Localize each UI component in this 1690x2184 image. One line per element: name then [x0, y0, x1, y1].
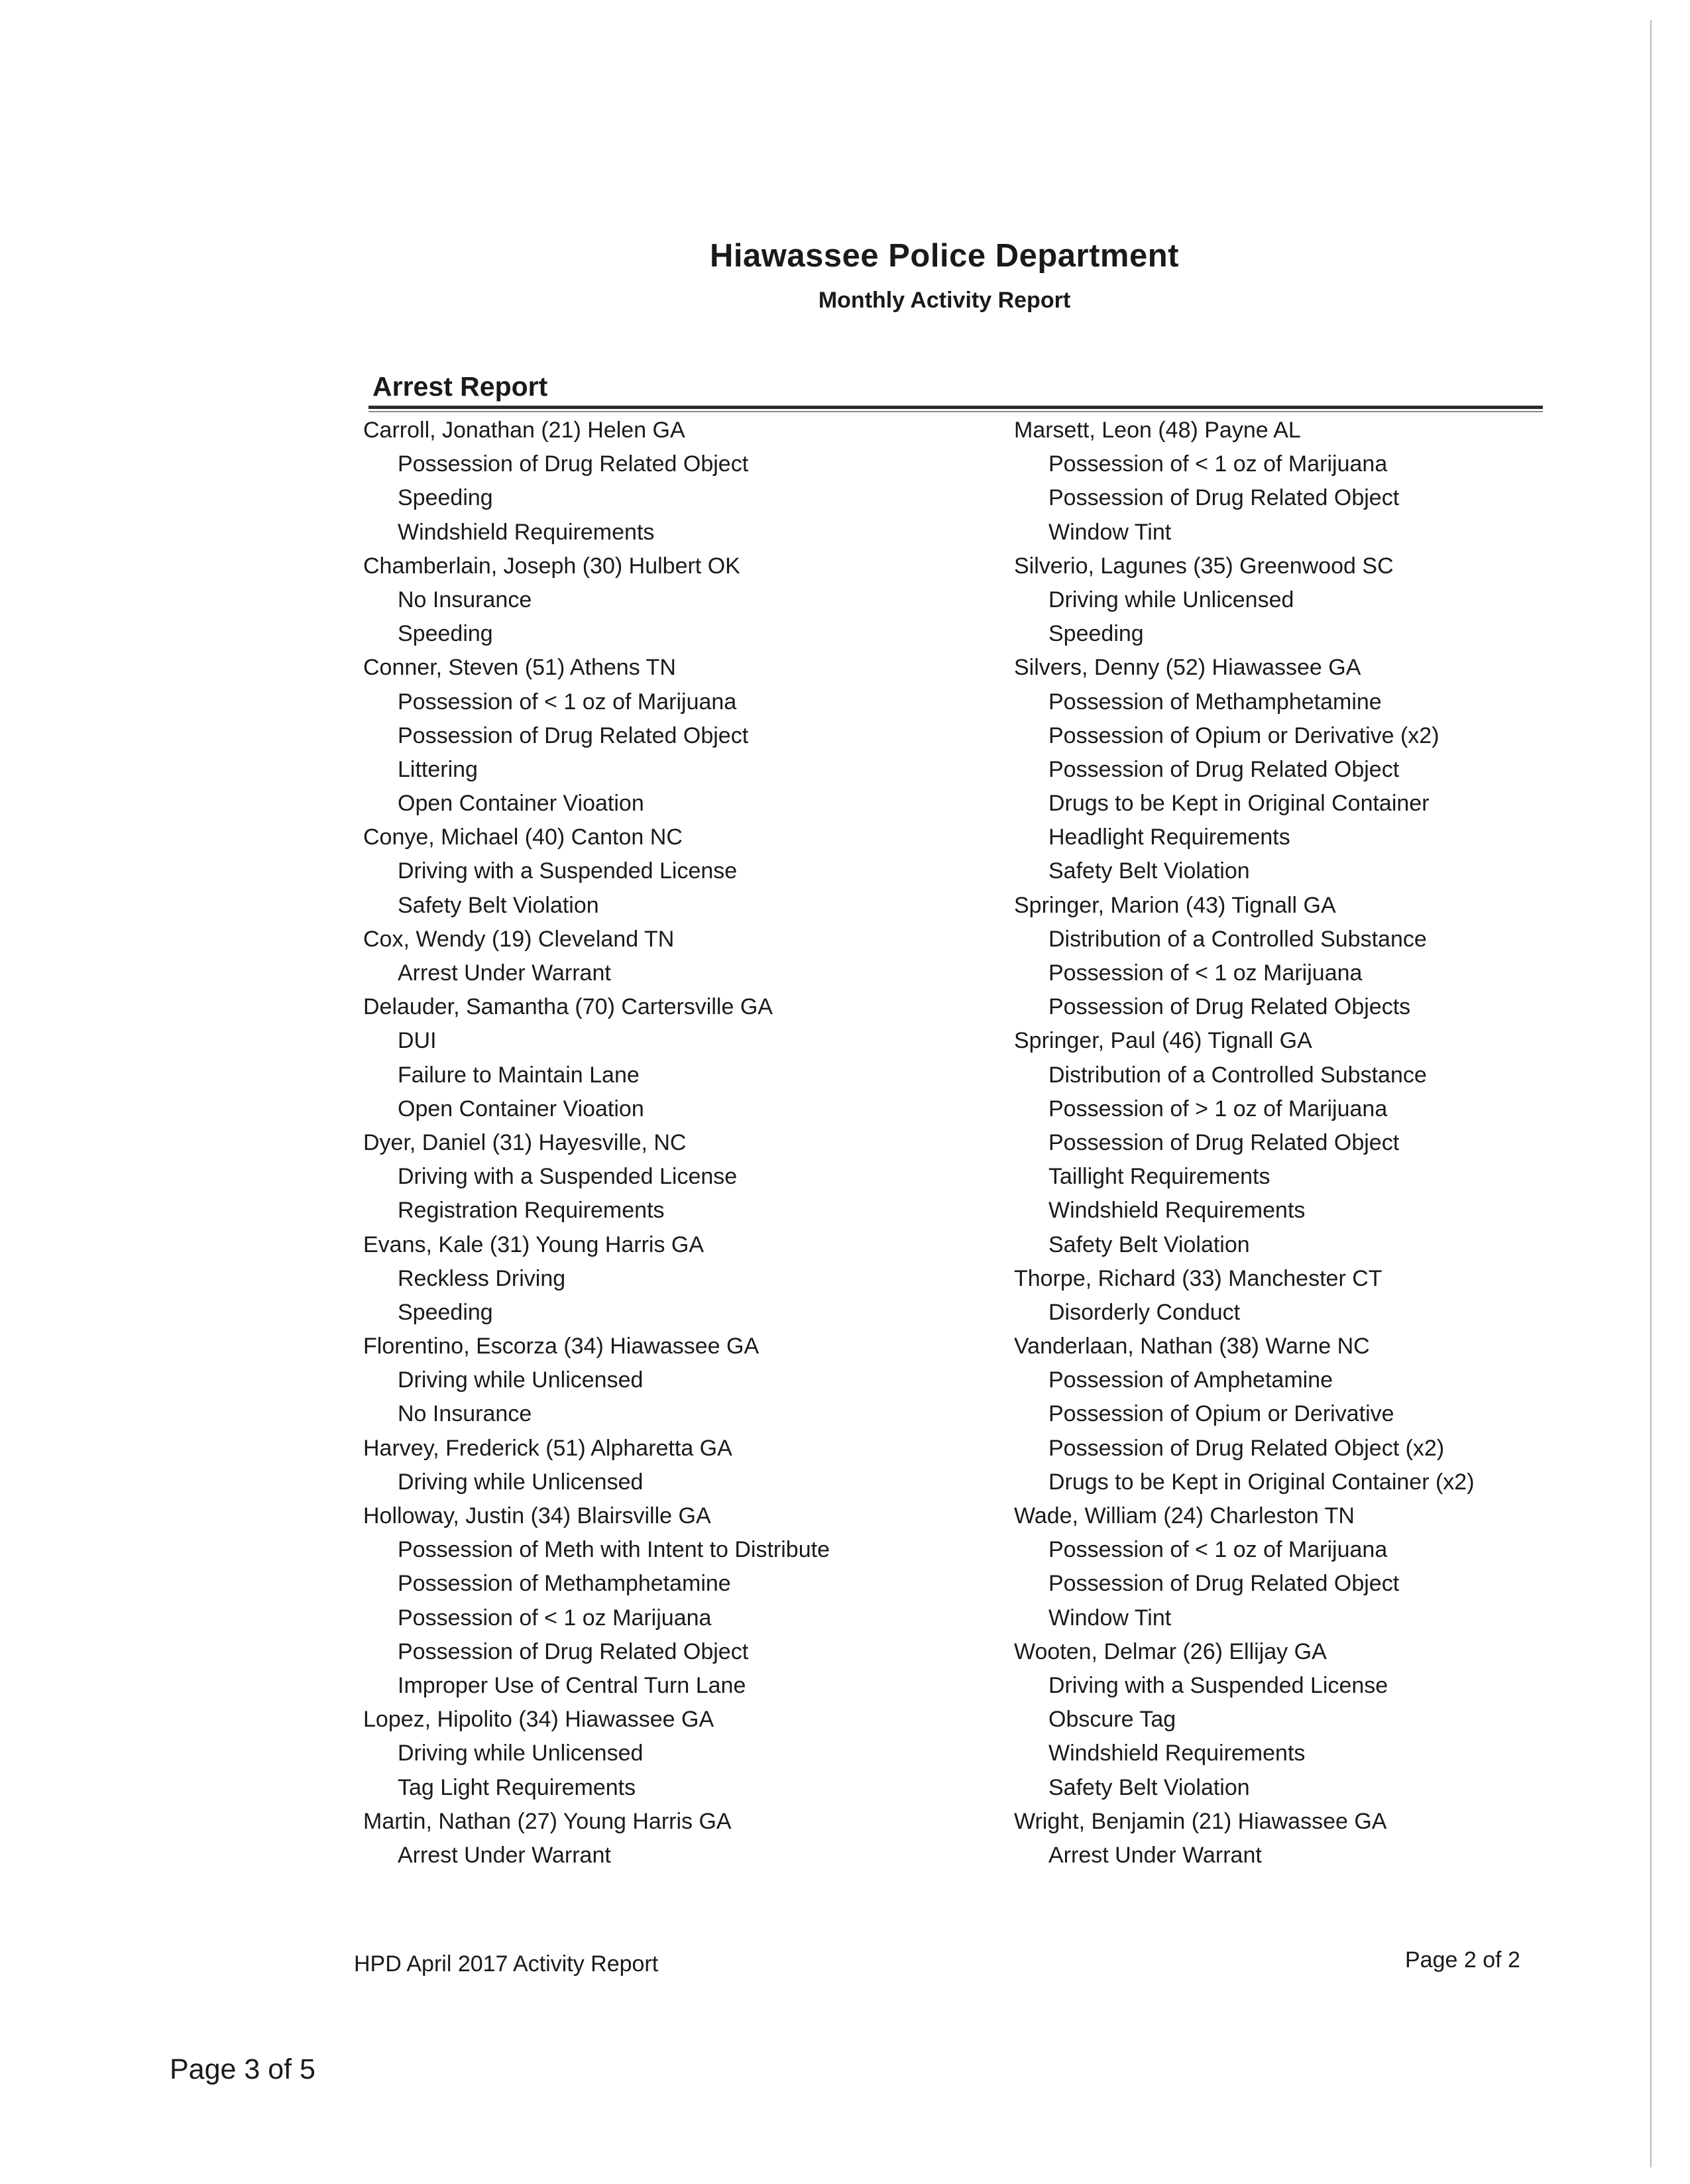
charge-item: Windshield Requirements — [398, 519, 655, 545]
arrest-list-left — [363, 414, 960, 1872]
arrestee-name: Springer, Paul (46) Tignall GA — [1014, 1028, 1312, 1054]
charge-item: Possession of > 1 oz of Marijuana — [1048, 1096, 1388, 1121]
arrestee-name: Holloway, Justin (34) Blairsville GA — [363, 1503, 711, 1528]
charge-item: Possession of Meth with Intent to Distribute — [398, 1537, 830, 1563]
charge-item: Disorderly Conduct — [1048, 1299, 1241, 1325]
arrestee-name: Evans, Kale (31) Young Harris GA — [363, 1232, 704, 1257]
arrestee-name: Carroll, Jonathan (21) Helen GA — [363, 418, 685, 443]
charge-item: Obscure Tag — [1048, 1707, 1176, 1733]
charge-item: Speeding — [1048, 621, 1144, 647]
arrestee-name: Wade, William (24) Charleston TN — [1014, 1503, 1355, 1528]
footer-report-name: HPD April 2017 Activity Report — [354, 1951, 659, 1977]
department-title: Hiawassee Police Department — [710, 238, 1179, 274]
charge-item: Possession of Drug Related Objects — [1048, 994, 1411, 1020]
charge-item: Speeding — [398, 621, 493, 647]
charge-item: No Insurance — [398, 587, 532, 612]
arrestee-name: Lopez, Hipolito (34) Hiawassee GA — [363, 1707, 714, 1733]
charge-item: Speeding — [398, 1299, 493, 1325]
charge-item: Possession of Amphetamine — [1048, 1367, 1333, 1393]
charge-item: Registration Requirements — [398, 1198, 665, 1224]
charge-item: Possession of Drug Related Object — [1048, 1571, 1400, 1597]
charge-item: Possession of < 1 oz Marijuana — [398, 1605, 712, 1631]
charge-item: Driving while Unlicensed — [398, 1469, 644, 1495]
arrestee-name: Thorpe, Richard (33) Manchester CT — [1014, 1265, 1382, 1291]
charge-item: Reckless Driving — [398, 1265, 566, 1291]
charge-item: Possession of Methamphetamine — [1048, 689, 1382, 715]
arrestee-name: Wooten, Delmar (26) Ellijay GA — [1014, 1638, 1327, 1664]
arrestee-name: Vanderlaan, Nathan (38) Warne NC — [1014, 1334, 1370, 1359]
charge-item: Taillight Requirements — [1048, 1164, 1270, 1190]
charge-item: Speeding — [398, 485, 493, 511]
charge-item: Driving while Unlicensed — [1048, 587, 1294, 612]
charge-item: Possession of < 1 oz of Marijuana — [1048, 1537, 1388, 1563]
arrestee-name: Conner, Steven (51) Athens TN — [363, 655, 676, 681]
charge-item: No Insurance — [398, 1401, 532, 1427]
charge-item: Possession of < 1 oz of Marijuana — [1048, 451, 1388, 477]
charge-item: Tag Light Requirements — [398, 1774, 636, 1800]
charge-item: Driving with a Suspended License — [398, 1164, 738, 1190]
charge-item: Drugs to be Kept in Original Container (x2) — [1048, 1469, 1475, 1495]
report-subtitle: Monthly Activity Report — [818, 288, 1071, 313]
page-stamp: Page 3 of 5 — [170, 2053, 315, 2085]
charge-item: Possession of Drug Related Object — [398, 722, 749, 748]
charge-item: Arrest Under Warrant — [398, 1842, 611, 1868]
charge-item: Improper Use of Central Turn Lane — [398, 1672, 746, 1698]
charge-item: Open Container Vioation — [398, 1096, 644, 1121]
charge-item: Arrest Under Warrant — [398, 960, 611, 986]
scan-edge-line — [1650, 20, 1652, 2167]
charge-item: Possession of Methamphetamine — [398, 1571, 731, 1597]
charge-item: Windshield Requirements — [1048, 1198, 1306, 1224]
charge-item: Safety Belt Violation — [1048, 1774, 1250, 1800]
arrestee-name: Silvers, Denny (52) Hiawassee GA — [1014, 655, 1361, 681]
arrest-list-right — [1014, 414, 1557, 1872]
arrestee-name: Florentino, Escorza (34) Hiawassee GA — [363, 1334, 760, 1359]
arrestee-name: Martin, Nathan (27) Young Harris GA — [363, 1808, 732, 1834]
charge-item: Window Tint — [1048, 1605, 1172, 1631]
charge-item: Drugs to be Kept in Original Container — [1048, 791, 1430, 817]
footer-page-number: Page 2 of 2 — [1405, 1947, 1520, 1973]
arrestee-name: Dyer, Daniel (31) Hayesville, NC — [363, 1129, 687, 1155]
charge-item: Driving with a Suspended License — [1048, 1672, 1388, 1698]
section-heading: Arrest Report — [372, 371, 548, 402]
charge-item: Possession of Drug Related Object — [398, 1638, 749, 1664]
charge-item: Possession of < 1 oz of Marijuana — [398, 689, 737, 715]
charge-item: Possession of Drug Related Object — [1048, 485, 1400, 511]
charge-item: Safety Belt Violation — [1048, 858, 1250, 884]
charge-item: Distribution of a Controlled Substance — [1048, 1062, 1427, 1088]
charge-item: Possession of Drug Related Object — [1048, 1129, 1400, 1155]
charge-item: Arrest Under Warrant — [1048, 1842, 1262, 1868]
charge-item: DUI — [398, 1028, 437, 1054]
charge-item: Possession of Opium or Derivative — [1048, 1401, 1394, 1427]
charge-item: Failure to Maintain Lane — [398, 1062, 640, 1088]
charge-item: Driving while Unlicensed — [398, 1367, 644, 1393]
charge-item: Possession of Drug Related Object — [1048, 756, 1400, 782]
charge-item: Littering — [398, 756, 478, 782]
section-divider — [368, 406, 1543, 409]
arrestee-name: Cox, Wendy (19) Cleveland TN — [363, 926, 675, 952]
charge-item: Headlight Requirements — [1048, 825, 1290, 850]
arrestee-name: Springer, Marion (43) Tignall GA — [1014, 892, 1336, 918]
charge-item: Windshield Requirements — [1048, 1741, 1306, 1766]
arrestee-name: Silverio, Lagunes (35) Greenwood SC — [1014, 553, 1394, 579]
charge-item: Driving while Unlicensed — [398, 1741, 644, 1766]
charge-item: Driving with a Suspended License — [398, 858, 738, 884]
arrestee-name: Chamberlain, Joseph (30) Hulbert OK — [363, 553, 740, 579]
section-divider-shadow — [368, 411, 1543, 412]
charge-item: Safety Belt Violation — [398, 892, 599, 918]
charge-item: Possession of Drug Related Object — [398, 451, 749, 477]
arrestee-name: Harvey, Frederick (51) Alpharetta GA — [363, 1435, 732, 1461]
charge-item: Possession of Opium or Derivative (x2) — [1048, 722, 1439, 748]
arrestee-name: Wright, Benjamin (21) Hiawassee GA — [1014, 1808, 1387, 1834]
charge-item: Window Tint — [1048, 519, 1172, 545]
charge-item: Possession of Drug Related Object (x2) — [1048, 1435, 1445, 1461]
charge-item: Open Container Vioation — [398, 791, 644, 817]
charge-item: Safety Belt Violation — [1048, 1232, 1250, 1257]
charge-item: Distribution of a Controlled Substance — [1048, 926, 1427, 952]
arrestee-name: Marsett, Leon (48) Payne AL — [1014, 418, 1301, 443]
arrestee-name: Delauder, Samantha (70) Cartersville GA — [363, 994, 773, 1020]
arrestee-name: Conye, Michael (40) Canton NC — [363, 825, 683, 850]
charge-item: Possession of < 1 oz Marijuana — [1048, 960, 1363, 986]
